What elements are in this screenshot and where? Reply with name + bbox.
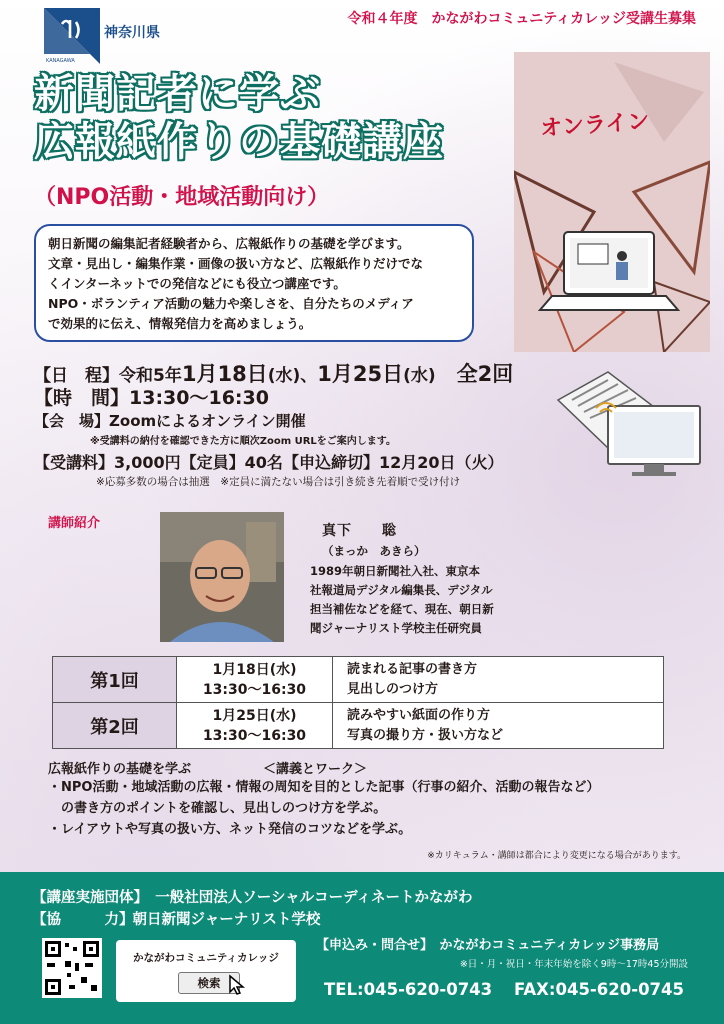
lecturer-name: 真下 聡 bbox=[322, 523, 397, 539]
search-button[interactable]: 検索 bbox=[178, 972, 240, 994]
fee-label: 【受講料】 bbox=[34, 453, 115, 472]
session-topic: 写真の撮り方・扱い方など bbox=[347, 727, 504, 743]
sessions-table bbox=[52, 656, 664, 749]
organizer bbox=[32, 886, 473, 907]
online-label: オンライン bbox=[539, 109, 651, 142]
session-time: 13:30～16:30 bbox=[202, 727, 307, 744]
deadline-day: （火） bbox=[455, 453, 504, 472]
date-2: 1月25日 bbox=[317, 362, 404, 386]
description-bullet: ・NPO活動・地域活動の広報・情報の周知を目的とした記事（行事の紹介、活動の報告など） bbox=[48, 780, 600, 795]
session-time: 13:30～16:30 bbox=[202, 681, 307, 698]
prefecture-name: 神奈川県 bbox=[104, 25, 160, 41]
session-date: 1月25日(水) bbox=[212, 707, 297, 724]
curriculum-note: ※カリキュラム・講師は都合により変更になる場合があります。 bbox=[427, 851, 686, 861]
title-line-1: 新聞記者に学ぶ bbox=[34, 71, 321, 117]
cooperation-label: 【協 力】 bbox=[32, 912, 134, 928]
intro-line: 文章・見出し・編集作業・画像の扱い方など、広報紙作りだけでな bbox=[48, 256, 424, 271]
inquiry-value: かながわコミュニティカレッジ事務局 bbox=[439, 938, 660, 953]
session-number: 第2回 bbox=[53, 703, 177, 749]
deadline-label: 【申込締切】 bbox=[282, 453, 379, 472]
lecturer-photo bbox=[160, 512, 284, 642]
date-year: 令和5年 bbox=[119, 366, 182, 386]
cursor-icon bbox=[228, 974, 248, 996]
newspaper-monitor-icon bbox=[548, 370, 712, 480]
capacity-label: 【定員】 bbox=[180, 453, 245, 472]
page-title bbox=[34, 70, 444, 166]
search-text: かながわコミュニティカレッジ bbox=[133, 952, 279, 964]
description-bullet: の書き方のポイントを確認し、見出しのつけ方を学ぶ。 bbox=[48, 801, 387, 816]
intro-box bbox=[34, 224, 474, 342]
logo-text: KANAGAWA bbox=[46, 58, 75, 64]
intro-line: 朝日新聞の編集記者経験者から、広報紙作りの基礎を学びます。 bbox=[48, 236, 410, 251]
search-box bbox=[116, 940, 296, 1002]
course-description bbox=[48, 758, 599, 840]
title-line-2: 広報紙作りの基礎講座 bbox=[34, 119, 444, 165]
description-bullet: ・レイアウトや写真の扱い方、ネット発信のコツなどを学ぶ。 bbox=[48, 822, 412, 837]
time-label: 【時 間】 bbox=[34, 387, 130, 409]
fax: FAX:045-620-0745 bbox=[514, 980, 684, 999]
recruitment-header: 令和４年度 かながわコミュニティカレッジ受講生募集 bbox=[347, 11, 696, 27]
capacity-value: 40名 bbox=[244, 453, 283, 472]
schedule-fee bbox=[34, 450, 504, 473]
session-topic: 読みやすい紙面の作り方 bbox=[347, 707, 491, 723]
venue-note: ※受講料の納付を確認できた方に順次Zoom URLをご案内します。 bbox=[90, 436, 397, 447]
intro-line: NPO・ボランティア活動の魅力や楽しさを、自分たちのメディア bbox=[48, 296, 414, 311]
bio-line: 1989年朝日新聞社入社、東京本 bbox=[310, 564, 481, 578]
bio-line: 聞ジャーナリスト学校主任研究員 bbox=[310, 621, 483, 635]
online-illustration bbox=[514, 52, 710, 352]
bio-line: 社報道局デジタル編集長、デジタル bbox=[310, 583, 493, 597]
cooperation-value: 朝日新聞ジャーナリスト学校 bbox=[132, 912, 321, 928]
telephone: TEL:045-620-0743 bbox=[324, 980, 493, 999]
table-row bbox=[53, 703, 664, 749]
session-date: 1月18日(水) bbox=[212, 661, 297, 678]
footer bbox=[0, 872, 724, 1024]
date-label: 【日 程】 bbox=[34, 366, 119, 386]
session-count: 全2回 bbox=[435, 362, 514, 386]
schedule-time bbox=[34, 383, 269, 410]
inquiry bbox=[316, 934, 659, 953]
subtitle: （NPO活動・地域活動向け） bbox=[34, 185, 330, 210]
venue-value: Zoomによるオンライン開催 bbox=[109, 412, 306, 430]
organizer-label: 【講座実施団体】 bbox=[32, 890, 141, 906]
lecturer-bio bbox=[310, 562, 510, 638]
time-value: 13:30～16:30 bbox=[129, 387, 269, 409]
deadline-value: 12月20日 bbox=[378, 453, 456, 472]
cooperation bbox=[32, 908, 320, 929]
session-number: 第1回 bbox=[53, 657, 177, 703]
qr-code-icon bbox=[45, 941, 99, 995]
fee-note: ※応募多数の場合は抽選 ※定員に満たない場合は引き続き先着順で受け付け bbox=[96, 476, 461, 488]
intro-line: くインターネットでの発信などにも役立つ講座です。 bbox=[48, 276, 346, 291]
description-heading bbox=[48, 758, 599, 777]
session-topics bbox=[333, 703, 664, 749]
kanagawa-logo-icon bbox=[44, 8, 100, 64]
inquiry-label: 【申込み・問合せ】 bbox=[316, 938, 427, 953]
office-hours: ※日・月・祝日・年末年始を除く9時～17時45分開設 bbox=[459, 959, 688, 970]
table-row bbox=[53, 657, 664, 703]
lecturer-heading: 講師紹介 bbox=[48, 516, 101, 531]
lecturer-kana: （まっか あきら） bbox=[322, 544, 426, 558]
session-topic: 見出しのつけ方 bbox=[347, 681, 439, 697]
laptop-illustration-icon bbox=[514, 52, 710, 352]
venue-label: 【会 場】 bbox=[34, 412, 110, 430]
description-format: ＜講義とワーク＞ bbox=[263, 762, 368, 777]
session-datetime bbox=[177, 657, 333, 703]
fee-value: 3,000円 bbox=[114, 453, 181, 472]
date-1: 1月18日 bbox=[181, 362, 268, 386]
date-1-day: (水)、 bbox=[267, 366, 318, 386]
session-datetime bbox=[177, 703, 333, 749]
session-topic: 読まれる記事の書き方 bbox=[347, 661, 478, 677]
bio-line: 担当補佐などを経て、現在、朝日新 bbox=[310, 602, 494, 616]
intro-line: で効果的に伝え、情報発信力を高めましょう。 bbox=[48, 316, 312, 331]
organizer-value: 一般社団法人ソーシャルコーディネートかながわ bbox=[155, 890, 473, 906]
description-title: 広報紙作りの基礎を学ぶ bbox=[48, 762, 192, 777]
qr-code[interactable] bbox=[42, 938, 102, 998]
date-2-day: (水) bbox=[403, 366, 436, 386]
session-topics bbox=[333, 657, 664, 703]
schedule-venue bbox=[34, 410, 306, 431]
